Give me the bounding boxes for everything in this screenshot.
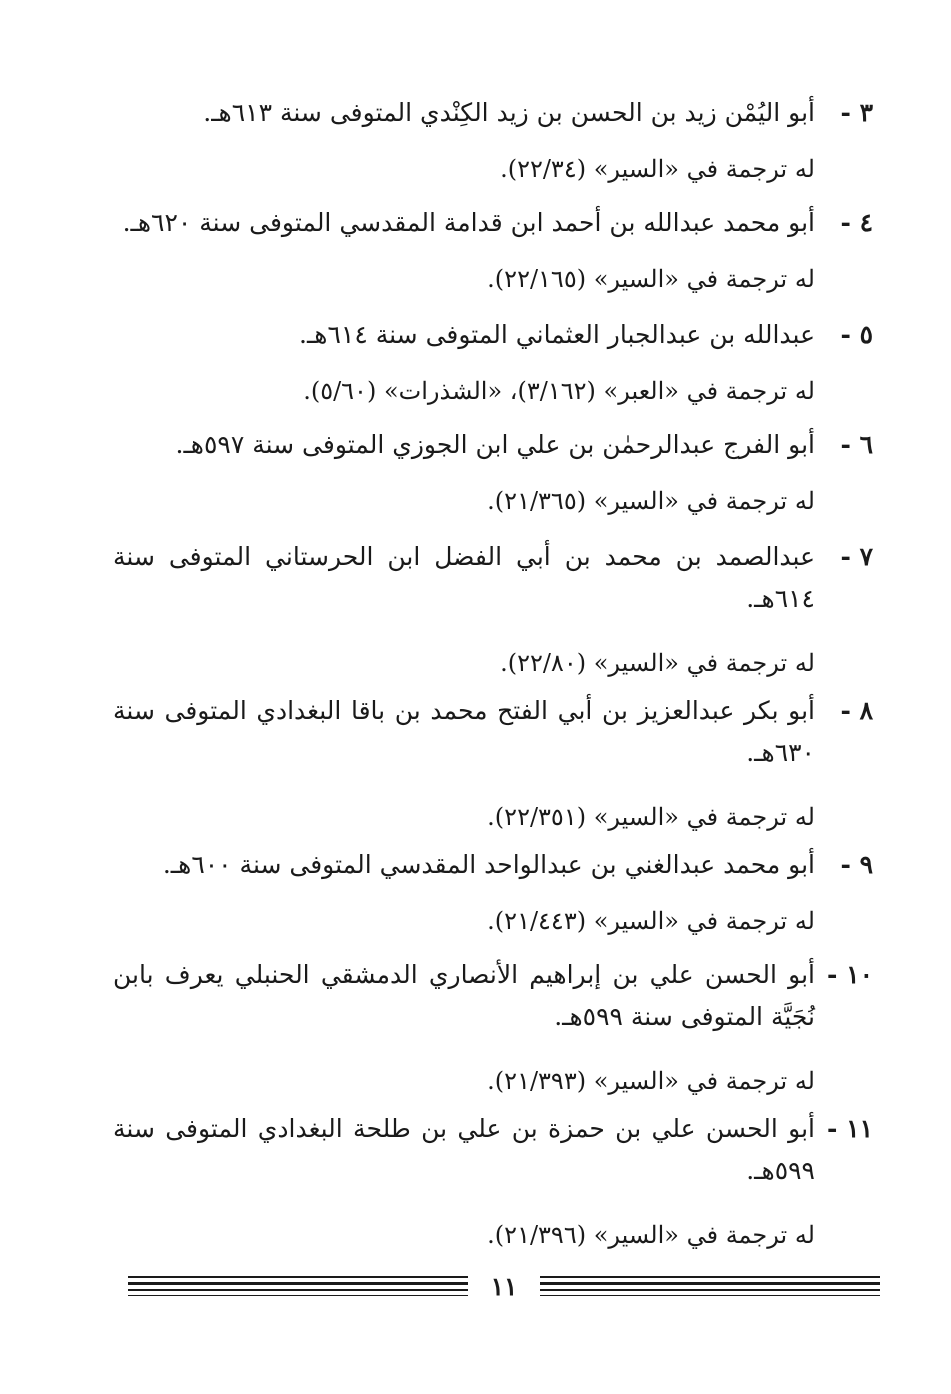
entry-reference: له ترجمة في «العبر» (٣/١٦٢)، «الشذرات» (٥/٦٠). — [303, 377, 815, 405]
entry-7 — [113, 536, 873, 684]
entry-number: ٤ - — [840, 208, 873, 237]
entry-heading — [113, 202, 873, 244]
entry-reference: له ترجمة في «السير» (٢٢/١٦٥). — [487, 265, 815, 293]
entry-heading — [113, 1108, 873, 1192]
rule-line — [540, 1295, 880, 1296]
rule-line — [540, 1289, 880, 1291]
entry-4 — [113, 202, 873, 300]
entry-heading — [113, 954, 873, 1038]
entry-number: ١٠ - — [827, 960, 873, 989]
entry-heading — [113, 314, 873, 356]
footer-rule-left — [128, 1272, 468, 1302]
entry-text: أبو الفرج عبدالرحمٰن بن علي ابن الجوزي المتوفى سنة ٥٩٧هـ. — [175, 430, 815, 459]
entry-9 — [113, 844, 873, 942]
page-number: ١١ — [490, 1272, 518, 1301]
entry-reference: له ترجمة في «السير» (٢١/٣٩٣). — [487, 1067, 815, 1095]
entry-number: ١١ - — [827, 1114, 873, 1143]
entry-number: ٣ - — [840, 98, 873, 127]
entry-reference: له ترجمة في «السير» (٢٢/٣٤). — [500, 155, 815, 183]
entry-text: عبدالصمد بن محمد بن أبي الفضل ابن الحرستاني المتوفى سنة ٦١٤هـ. — [113, 542, 815, 613]
entry-11 — [113, 1108, 873, 1256]
entry-10 — [113, 954, 873, 1102]
footer-rule-right — [540, 1272, 880, 1302]
entry-text: عبدالله بن عبدالجبار العثماني المتوفى سنة ٦١٤هـ. — [299, 320, 815, 349]
entry-3 — [113, 92, 873, 190]
entry-number: ٧ - — [840, 542, 873, 571]
rule-line — [128, 1295, 468, 1296]
entry-text: أبو محمد عبدالله بن أحمد ابن قدامة المقدسي المتوفى سنة ٦٢٠هـ. — [122, 208, 815, 237]
entry-text: أبو الحسن علي بن حمزة بن علي بن طلحة البغدادي المتوفى سنة ٥٩٩هـ. — [113, 1114, 815, 1185]
entry-heading — [113, 844, 873, 886]
entry-number: ٩ - — [840, 850, 873, 879]
entry-text: أبو محمد عبدالغني بن عبدالواحد المقدسي المتوفى سنة ٦٠٠هـ. — [162, 850, 815, 879]
entry-text: أبو اليُمْن زيد بن الحسن بن زيد الكِنْدي المتوفى سنة ٦١٣هـ. — [203, 98, 815, 127]
entry-heading — [113, 536, 873, 620]
entry-text: أبو الحسن علي بن إبراهيم الأنصاري الدمشقي الحنبلي يعرف بابن نُجَيَّة المتوفى سنة ٥٩٩هـ. — [113, 960, 815, 1031]
entry-reference: له ترجمة في «السير» (٢١/٣٩٦). — [487, 1221, 815, 1249]
entry-reference: له ترجمة في «السير» (٢١/٤٤٣). — [487, 907, 815, 935]
entry-6 — [113, 424, 873, 522]
entry-heading — [113, 424, 873, 466]
entry-reference: له ترجمة في «السير» (٢٢/٨٠). — [500, 649, 815, 677]
rule-line — [128, 1276, 468, 1278]
rule-line — [128, 1282, 468, 1285]
entry-heading — [113, 92, 873, 134]
entry-number: ٨ - — [840, 696, 873, 725]
entry-5 — [113, 314, 873, 412]
entry-reference: له ترجمة في «السير» (٢١/٣٦٥). — [487, 487, 815, 515]
entry-number: ٦ - — [840, 430, 873, 459]
entry-reference: له ترجمة في «السير» (٢٢/٣٥١). — [487, 803, 815, 831]
entry-number: ٥ - — [840, 320, 873, 349]
rule-line — [128, 1289, 468, 1291]
rule-line — [540, 1282, 880, 1285]
rule-line — [540, 1276, 880, 1278]
entry-heading — [113, 690, 873, 774]
entry-8 — [113, 690, 873, 838]
entry-text: أبو بكر عبدالعزيز بن أبي الفتح محمد بن باقا البغدادي المتوفى سنة ٦٣٠هـ. — [113, 696, 815, 767]
